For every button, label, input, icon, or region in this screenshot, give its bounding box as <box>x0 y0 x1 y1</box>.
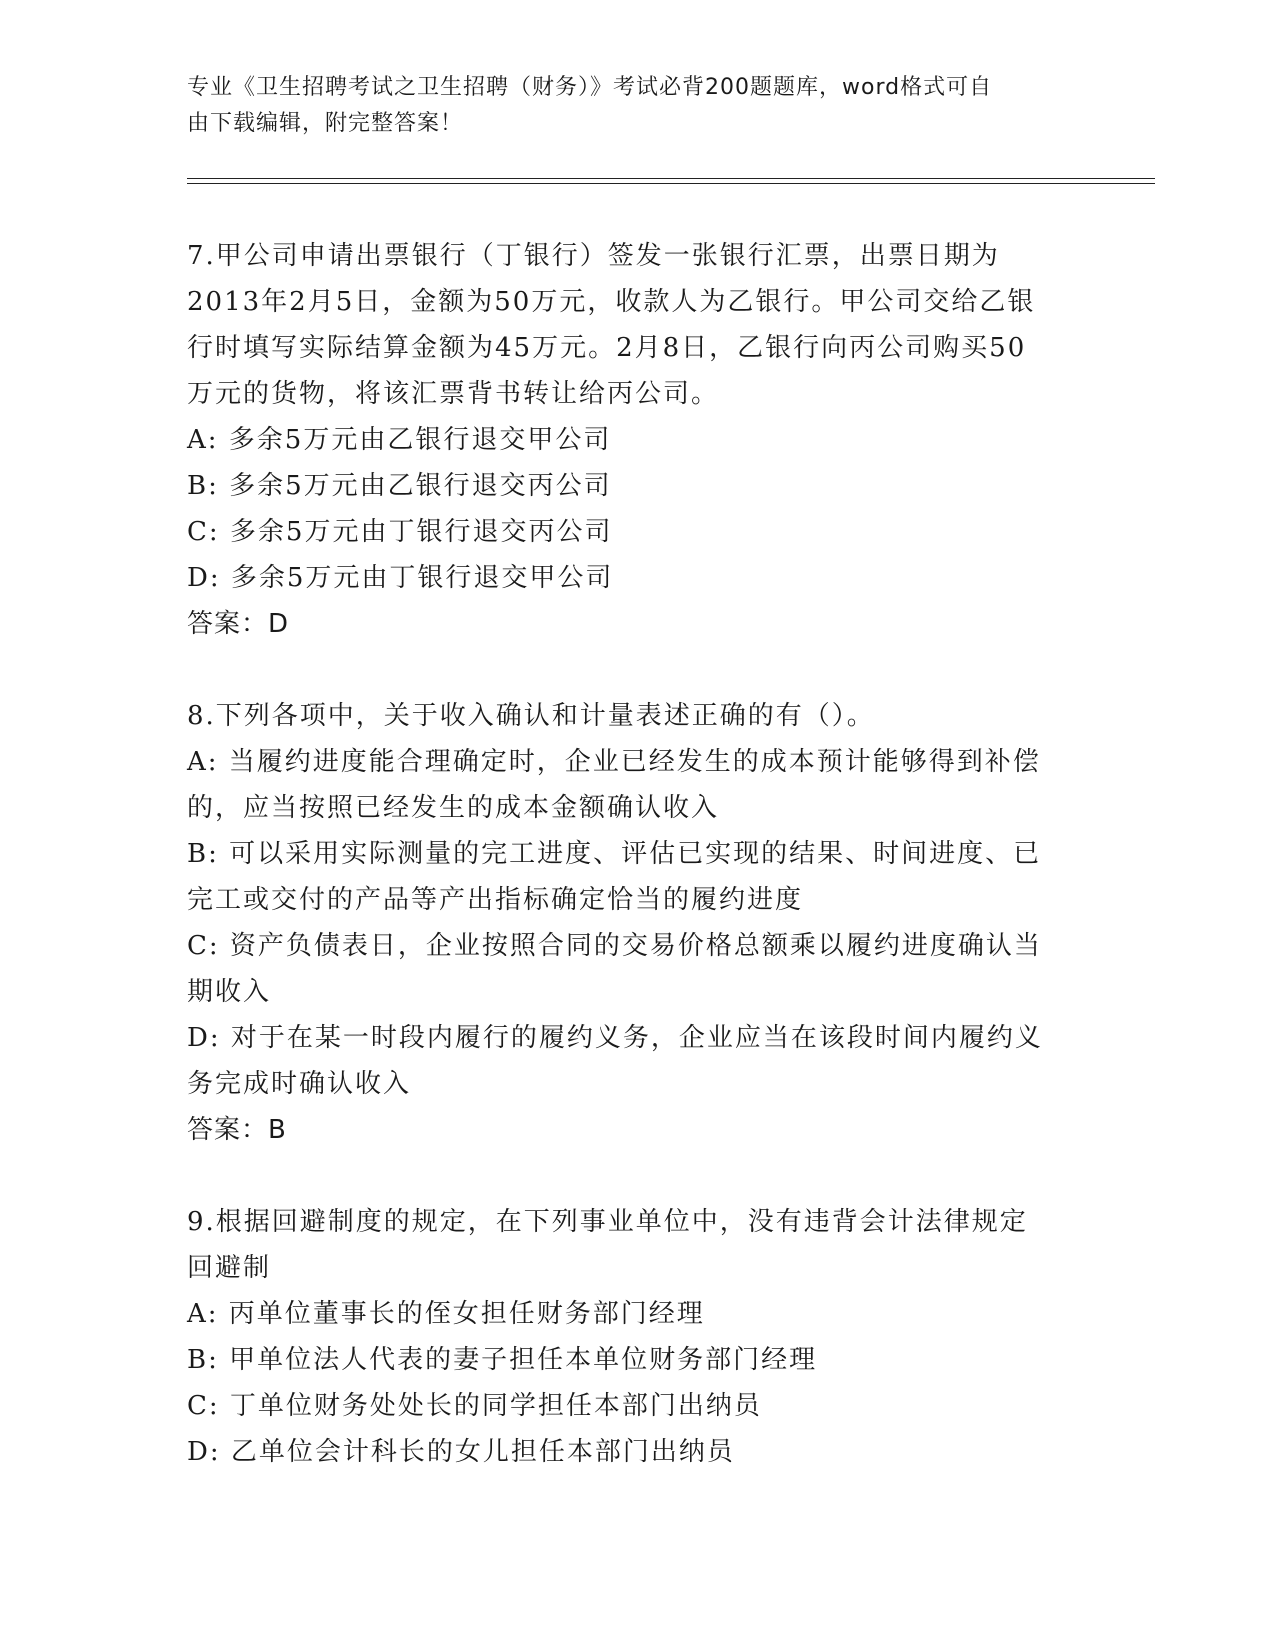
answer-label: 答案：D <box>187 609 290 639</box>
option-c: C: 丁单位财务处处长的同学担任本部门出纳员 <box>187 1391 762 1421</box>
stem-line: 回避制 <box>187 1253 272 1283</box>
option-line: D: 对于在某一时段内履行的履约义务，企业应当在该段时间内履约义 <box>187 1023 1043 1053</box>
question-list <box>187 233 1087 1475</box>
option-d <box>187 1015 1087 1107</box>
option-line: B: 可以采用实际测量的完工进度、评估已实现的结果、时间进度、已 <box>187 839 1042 869</box>
answer-label: 答案：B <box>187 1115 287 1145</box>
header-divider-bottom <box>187 183 1155 184</box>
question-stem <box>187 1199 1087 1291</box>
header-line-2: 由下载编辑，附完整答案！ <box>187 111 464 136</box>
stem-line: 2013年2月5日，金额为50万元，收款人为乙银行。甲公司交给乙银 <box>187 287 1036 317</box>
header-line-1: 专业《卫生招聘考试之卫生招聘（财务）》考试必背200题题库，word格式可自 <box>187 75 993 100</box>
question-stem <box>187 693 1087 739</box>
option-line: A: 当履约进度能合理确定时，企业已经发生的成本预计能够得到补偿 <box>187 747 1041 777</box>
option-a: A: 丙单位董事长的侄女担任财务部门经理 <box>187 1299 705 1329</box>
option-b <box>187 831 1087 923</box>
document-header <box>187 70 1087 142</box>
stem-line: 9.根据回避制度的规定，在下列事业单位中，没有违背会计法律规定 <box>187 1207 1028 1237</box>
option-line: 期收入 <box>187 977 272 1007</box>
stem-line: 行时填写实际结算金额为45万元。2月8日，乙银行向丙公司购买50 <box>187 333 1027 363</box>
stem-line: 万元的货物，将该汇票背书转让给丙公司。 <box>187 379 720 409</box>
question-8 <box>187 693 1087 1153</box>
question-9 <box>187 1199 1087 1475</box>
option-b: B: 甲单位法人代表的妻子担任本单位财务部门经理 <box>187 1345 818 1375</box>
question-stem <box>187 233 1087 417</box>
stem-line: 7.甲公司申请出票银行（丁银行）签发一张银行汇票，出票日期为 <box>187 241 1000 271</box>
option-b: B: 多余5万元由乙银行退交丙公司 <box>187 471 612 501</box>
option-c: C: 多余5万元由丁银行退交丙公司 <box>187 517 613 547</box>
header-divider-top <box>187 178 1155 179</box>
question-7 <box>187 233 1087 647</box>
option-line: 的，应当按照已经发生的成本金额确认收入 <box>187 793 720 823</box>
option-c <box>187 923 1087 1015</box>
option-a <box>187 739 1087 831</box>
stem-line: 8.下列各项中，关于收入确认和计量表述正确的有（）。 <box>187 701 875 731</box>
option-a: A: 多余5万元由乙银行退交甲公司 <box>187 425 612 455</box>
option-d: D: 乙单位会计科长的女儿担任本部门出纳员 <box>187 1437 735 1467</box>
option-d: D: 多余5万元由丁银行退交甲公司 <box>187 563 614 593</box>
option-line: 完工或交付的产品等产出指标确定恰当的履约进度 <box>187 885 804 915</box>
option-line: 务完成时确认收入 <box>187 1069 412 1099</box>
option-line: C: 资产负债表日，企业按照合同的交易价格总额乘以履约进度确认当 <box>187 931 1042 961</box>
